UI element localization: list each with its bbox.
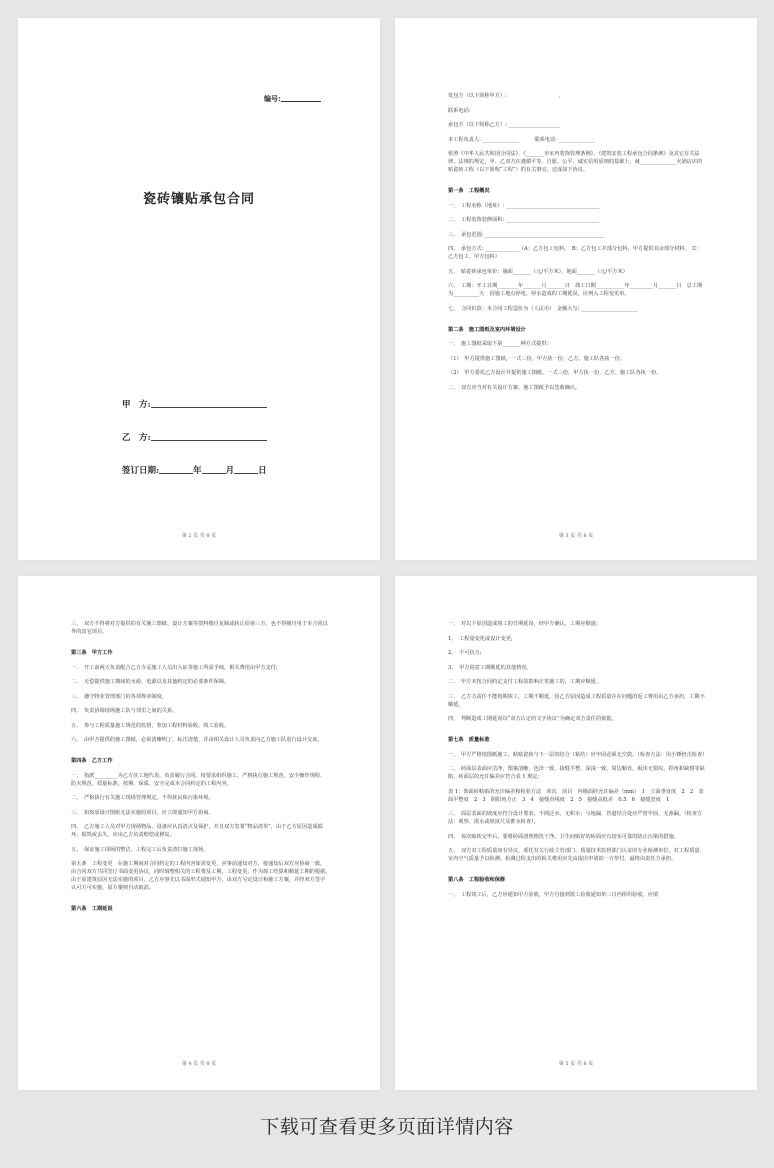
- paragraph: 二、 无偿提供施工期间的水源、电源以及其他约定的必要条件保障。: [71, 679, 230, 685]
- paragraph: 七、 合同价款：本合同工程造价为（人民币） 金额大写: ______________________: [448, 305, 639, 312]
- page-text-body: [448, 92, 705, 398]
- paragraph: 五、 参与工程质量施工规范的监督，参加工程材料验收、竣工验收。: [71, 722, 230, 729]
- paragraph: 依照《中华人民共和国合同法》、《_______市室内装饰管理条例》、《建筑安装工程承包合同条例》及其它有关法律、法规的规定，甲、乙双方在遵循平等、自愿、公平、诚实信用原则的基础上，就______________火锅店店的贴瓷砖工程（以下简称“工程”）的有关事宜，达成如下协议。: [448, 151, 703, 173]
- paragraph: 2、 不可抗力;: [448, 650, 482, 656]
- paragraph: 承包方（以下简称乙方）: ____________________: [448, 122, 561, 128]
- page-footer: 第 4 页 共 8 页: [181, 1061, 217, 1067]
- paragraph: 第五条 工程变更 在施工期间对合同约定的工程内容如需变更，应事前通知对方，接通知后双方应协商一致，由合同双方共同签订书面变更协议，同时调整相关的工程费及工期，工程变更，作为竣工结算和顺延工期的根据。 由于原建筑原因无法实施的项目，乙方应事先以书面形式通知甲方，由双方另定设计和施工方案，并经双方签字认可方可实施，原方案则自动取消。: [71, 861, 333, 891]
- paragraph: 一、 对以下原因造成竣工的日期延误，经甲方确认，工期应顺延:: [448, 621, 598, 627]
- section-heading: 第四条 乙方工作: [71, 758, 113, 764]
- paragraph: 3、 甲方同意工期顺延的其他情况。: [448, 664, 532, 671]
- paragraph: 三、 承包范围: ______________________________________________: [448, 231, 605, 238]
- sign-date-field: 签订日期: 年 月 日: [122, 466, 267, 476]
- paragraph: 四、 承包方式: _____________（A：乙方包工包料。 B：乙方包工并部分包料，甲方提供其余部分材料。 C：乙方包工、甲方包料）: [448, 246, 702, 260]
- contract-page-5: [395, 576, 757, 1090]
- paragraph: 一、 开工前两天负责配合乙方办妥施工人员出入证等施工所需手续，相关费用由甲方支付;: [71, 664, 278, 671]
- paragraph: 表 1：饰面砖粘贴的允许偏差和检验方法 项次 项目 内墙面砖允许偏差（mm） 1 立面垂直度 2 2 表面平整度 2 3 阴阳角方正 3 4 接缝直线度 2 5 接缝高低差 0.5 6 接缝宽度 1: [448, 788, 704, 803]
- paragraph: 一、 工程名称（地址）: ____________________________________: [448, 202, 600, 209]
- paragraph: 一、 指派_________为乙方驻工地代表，负责履行合同。按要求组织施工，严格执行施工规范、安全操作规程、防火规范、质量标准、按期、保质、安全完成本合同约定的工程内容。: [71, 772, 326, 787]
- section-heading: 第七条 质量标准: [448, 737, 490, 743]
- paragraph: 四、 每次贴砖完毕后，要将砖面清理擦洗干净。卫生间贴好的砖面应有切实可靠的防止污染的措施。: [448, 833, 679, 840]
- paragraph: 四、 判断造成工期延误以“双方认定的文字协议”为确定双方责任的依据。: [448, 716, 617, 722]
- paragraph: 五、 保证施工现场的整洁，工程完工后负责清扫施工现场。: [71, 846, 209, 853]
- contract-page-4: [18, 576, 380, 1090]
- page-footer: 第 3 页 共 8 页: [558, 533, 594, 539]
- party-a-field: 甲 方:: [122, 398, 267, 410]
- section-heading: 第三条 甲方工作: [71, 650, 113, 656]
- paragraph: 联系电话:: [448, 107, 471, 114]
- paragraph: 一、 甲方严格按图纸施工，粘贴瓷砖与下一层的结合（粘结）应牢固必须无空鼓。（检查方法：用小锤轻击检查）: [448, 751, 708, 758]
- paragraph: （1） 甲方提供施工图纸，一式三份，甲方执一份，乙方、施工队各执一份。: [448, 355, 626, 362]
- paragraph: 发包方（以下简称甲方）: ,: [448, 93, 561, 99]
- paragraph: 三、 乙方方责任不能按期竣工，工期不顺延，因乙方原因造成工程质量存在问题的返工费用由乙方承担，工期不顺延。: [448, 693, 705, 708]
- section-heading: 第一条 工程概况: [448, 188, 490, 194]
- paragraph: （2） 甲方委托乙方设计并提供施工图纸，一式三份，甲方执一份，乙方、施工队各执一份。: [448, 370, 662, 376]
- section-heading: 第六条 工期延误: [71, 906, 113, 912]
- paragraph: 一、 工程竣工后，乙方应通知甲方验收，甲方自接到竣工验收通知单三日内组织验收，应填: [448, 891, 659, 898]
- paragraph: 二、 双方应当对有关设计方案、施工图纸予以签收确认。: [448, 384, 581, 391]
- party-b-field: 乙 方:: [122, 431, 267, 443]
- paragraph: 六、 由甲方提供的施工图纸，必须清晰明了，标注清楚，并由相关设计人员负责向乙方施工队进行设计交底。: [71, 737, 323, 743]
- contract-page-3: [395, 18, 757, 560]
- paragraph: 二、 工程装饰装修面积: ____________________________________: [448, 217, 600, 223]
- serial-number-field: 编号:: [264, 94, 321, 104]
- page-text-body: [448, 620, 708, 905]
- paragraph: 二、 砖面层表面应洁净，图案清晰，色泽一致，接缝平整，深浅一致，周边顺直。板块无裂纹，掉角和缺楞等缺陷。砖面层的允许偏差应符合表 1 规定:: [448, 766, 705, 780]
- paragraph: 一、 施工图纸采取下第_______种方式提供:: [448, 341, 549, 347]
- paragraph: 四、 乙方施工人员对甲方现场物品、设备应认真清点及保护，并且双方签署“物品清单”，由于乙方原因造成损坏、损毁或丢失，应由乙方负责赔偿或修复。: [71, 824, 323, 838]
- contract-cover-page: [18, 18, 380, 560]
- paragraph: 三、 如按原设计图纸无法实施的项目，应立即通知甲方协商。: [71, 809, 214, 816]
- page-text-body: [71, 620, 333, 920]
- paragraph: 三、 面层表面的坡度应符合设计要求，不倒泛水，无积水；与地漏、管道结合处应严密牢固，无渗漏。（检查方法：观察、泼水或坡度尺及蓄水检查）。: [448, 811, 703, 825]
- paragraph: 本工程负责人: ______________ 联系电话: ______________: [448, 136, 595, 143]
- paragraph: 四、 负责协调现场施工队与邻里之间的关系。: [71, 708, 178, 714]
- paragraph: 六、 工期：开工日期________年_______月_______日 竣工日期___________年_________月_______日 总工期为__________天 因施工地点停电、停水造成的工期延误，应列入工程变更单。: [448, 283, 703, 297]
- paragraph: 五、 双方对工程质量如有异议，委托有关行政主管部门、质量技术监督部门认证的专业检测单位，对工程质量、室内空气质量予以检测。检测过程支出的相关费用应先由提出申请的一方垫付，最终由责任方承担。: [448, 848, 705, 862]
- paragraph: 五、 贴瓷砖承包单价：墙面_______（元/平方米），地面_______（元/平方米）: [448, 268, 628, 275]
- section-heading: 第八条 工程验收和保修: [448, 877, 506, 883]
- paragraph: 1、 工程量变化或设计变更;: [448, 635, 513, 642]
- paragraph: 二、 甲方未按合同约定支付工程款影响正常施工的，工期应顺延。: [448, 679, 602, 685]
- paragraph: 三、 双方不得将对方提供的有关施工图纸、设计方案等资料擅自复制或转让给第三方，也不得擅自用于本合同以外的其它项目。: [71, 621, 328, 635]
- page-footer: 第 2 页 共 8 页: [181, 533, 217, 539]
- page-footer: 第 5 页 共 8 页: [558, 1061, 594, 1067]
- section-heading: 第二条 施工图纸及室内环境设计: [448, 326, 526, 333]
- document-title: 瓷砖镶贴承包合同: [142, 192, 255, 207]
- paragraph: 三、 遵守物业管理部门的各项规章制度。: [71, 693, 167, 700]
- download-more-caption: 下载可查看更多页面详情内容: [260, 1116, 514, 1138]
- paragraph: 二、 严格执行有关施工现场管理规定，不得扰民和污染环境。: [71, 795, 214, 801]
